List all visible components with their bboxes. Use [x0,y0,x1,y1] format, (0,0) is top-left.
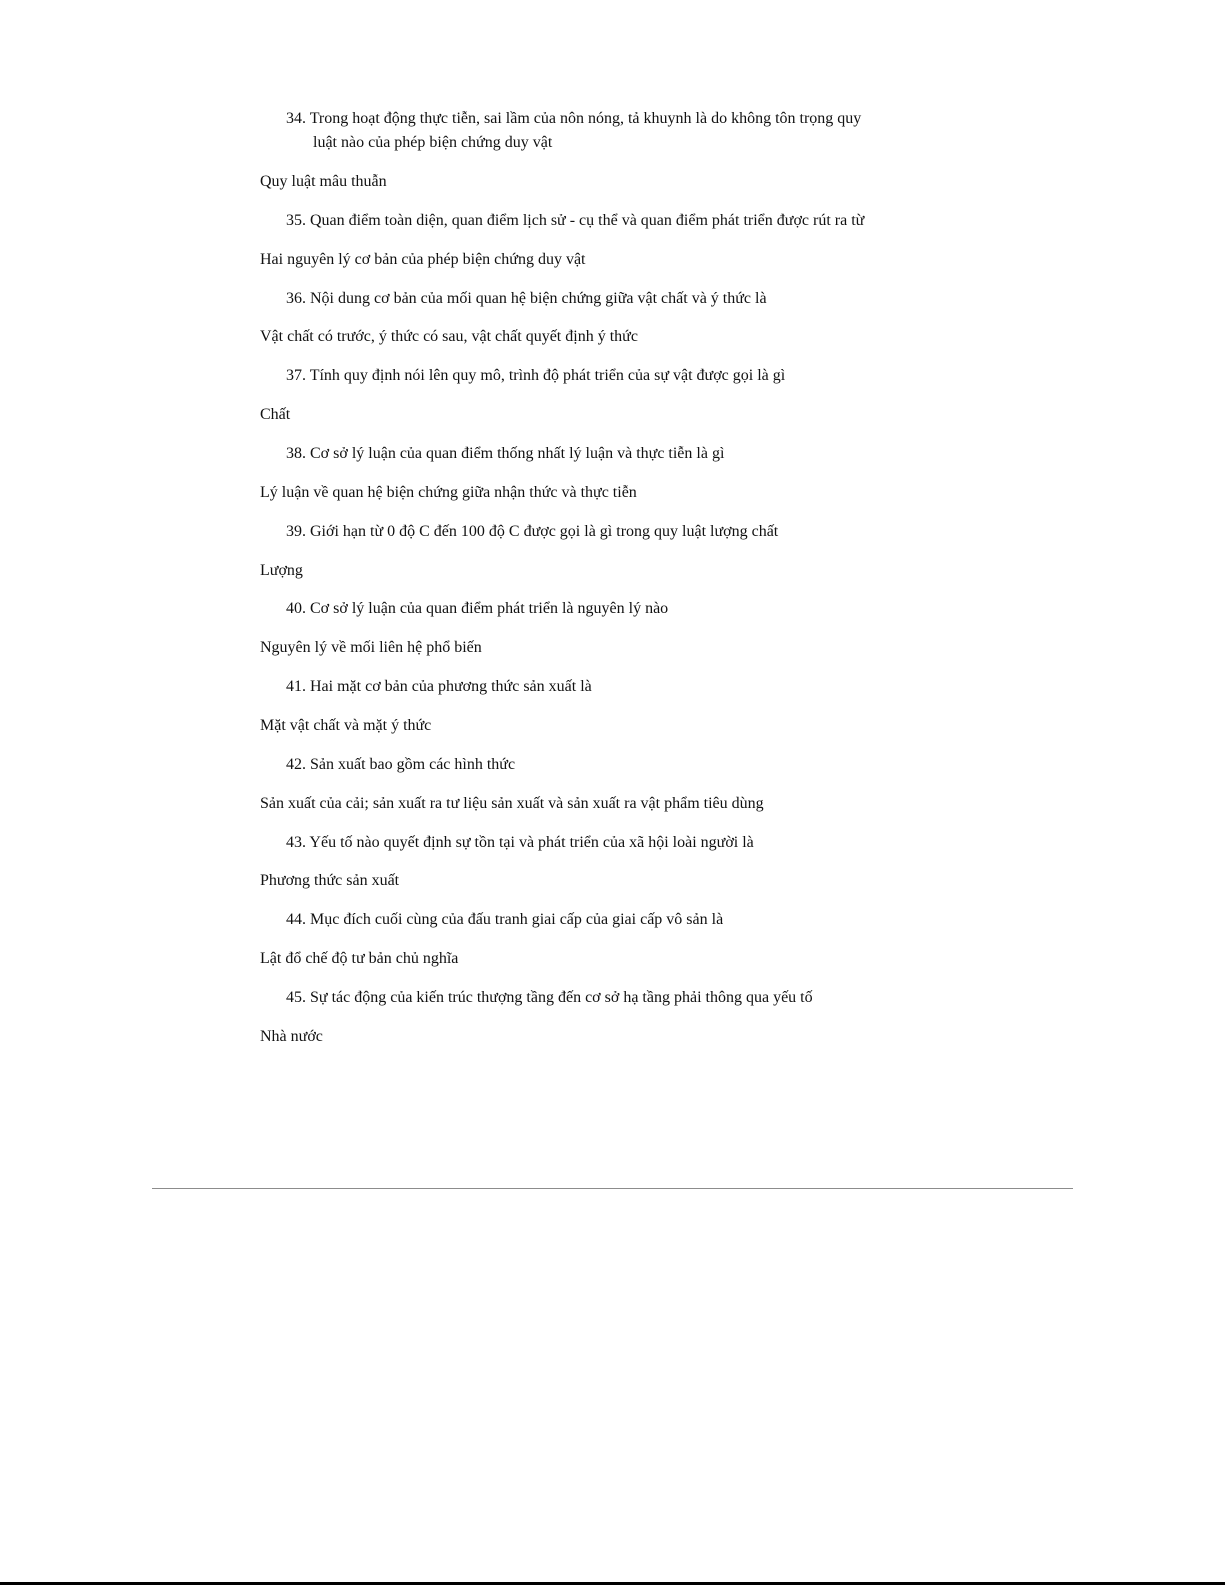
answer-41: Mặt vật chất và mặt ý thức [260,717,432,734]
question-34-continued: luật nào của phép biện chứng duy vật [313,134,553,151]
question-41: 41. Hai mặt cơ bản của phương thức sản xuất là [286,678,592,695]
question-35: 35. Quan điểm toàn diện, quan điểm lịch sử - cụ thể và quan điểm phát triển được rút ra từ [286,212,865,229]
question-42: 42. Sản xuất bao gồm các hình thức [286,756,516,773]
answer-36: Vật chất có trước, ý thức có sau, vật chất quyết định ý thức [260,328,638,345]
question-45: 45. Sự tác động của kiến trúc thượng tầng đến cơ sở hạ tầng phải thông qua yếu tố [286,989,813,1006]
page-divider [152,1188,1073,1189]
answer-37: Chất [260,406,291,423]
answer-38: Lý luận về quan hệ biện chứng giữa nhận thức và thực tiễn [260,484,637,501]
answer-43: Phương thức sản xuất [260,872,400,889]
answer-42: Sản xuất của cải; sản xuất ra tư liệu sản xuất và sản xuất ra vật phẩm tiêu dùng [260,795,764,812]
answer-44: Lật đổ chế độ tư bản chủ nghĩa [260,950,459,967]
question-34: 34. Trong hoạt động thực tiễn, sai lầm của nôn nóng, tả khuynh là do không tôn trọng quy [286,110,862,127]
question-37: 37. Tính quy định nói lên quy mô, trình độ phát triển của sự vật được gọi là gì [286,367,786,384]
answer-40: Nguyên lý về mối liên hệ phổ biến [260,639,482,656]
question-40: 40. Cơ sở lý luận của quan điểm phát triển là nguyên lý nào [286,600,669,617]
question-44: 44. Mục đích cuối cùng của đấu tranh giai cấp của giai cấp vô sản là [286,911,724,928]
question-38: 38. Cơ sở lý luận của quan điểm thống nhất lý luận và thực tiễn là gì [286,445,725,462]
answer-39: Lượng [260,562,303,579]
answer-35: Hai nguyên lý cơ bản của phép biện chứng duy vật [260,251,586,268]
answer-45: Nhà nước [260,1028,323,1045]
question-43: 43. Yếu tố nào quyết định sự tồn tại và phát triển của xã hội loài người là [286,834,754,851]
answer-34: Quy luật mâu thuẫn [260,173,387,190]
question-36: 36. Nội dung cơ bản của mối quan hệ biện chứng giữa vật chất và ý thức là [286,290,767,307]
question-39: 39. Giới hạn từ 0 độ C đến 100 độ C được gọi là gì trong quy luật lượng chất [286,523,779,540]
